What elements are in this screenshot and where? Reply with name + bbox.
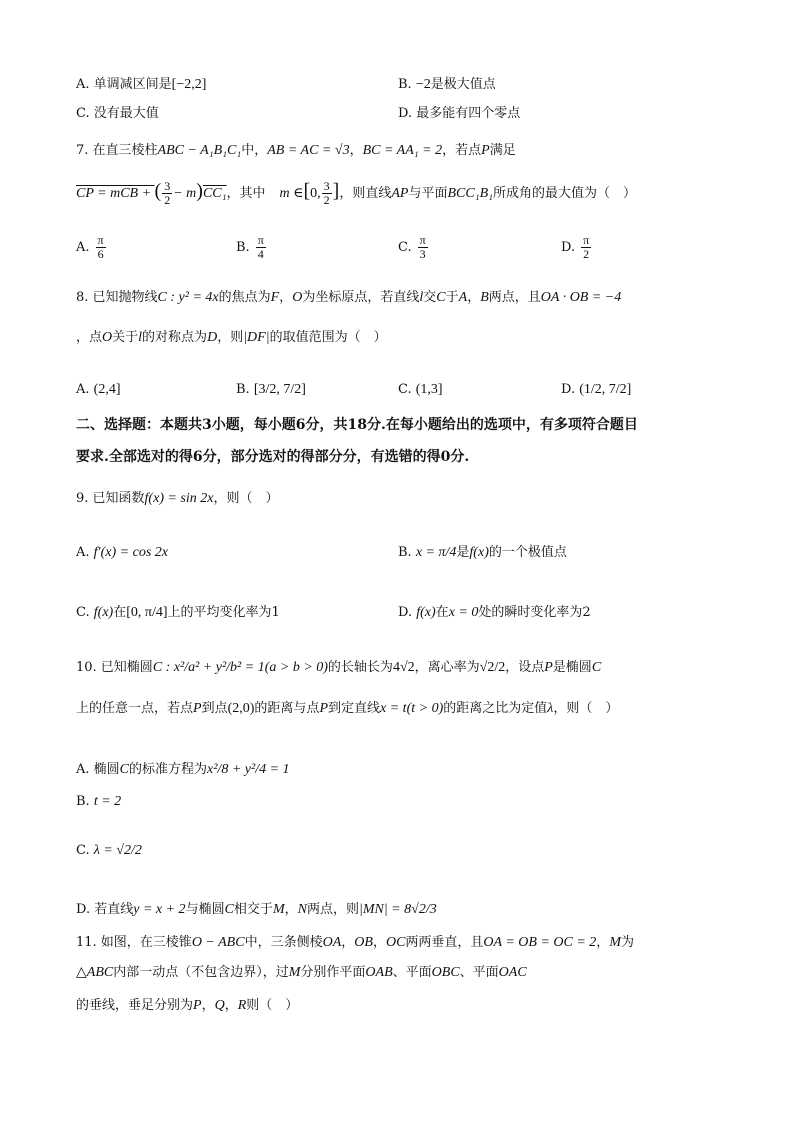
q10-b-label: B.	[76, 794, 90, 809]
q10-option-d	[76, 902, 437, 918]
q11-l1-m3: OB	[354, 935, 373, 950]
q11-l1-e: 两两垂直，且	[405, 935, 484, 950]
q8-l2-a: ，点	[76, 330, 103, 345]
q6-option-c: C. 没有最大值	[76, 106, 159, 121]
q8-l1-g: ，	[467, 290, 481, 305]
q6-a-math: [−2,2]	[171, 77, 207, 92]
q8-d-label: D.	[561, 382, 576, 397]
q11-l3-c: ，	[224, 998, 238, 1013]
q10-c-label: C.	[76, 843, 90, 858]
q10-a-math2: x²/8 + y²/4 = 1	[207, 762, 290, 777]
q9-option-d	[398, 605, 591, 621]
q7-l2-b: ，则直线	[339, 186, 392, 201]
q8-l2-m1: O	[102, 330, 113, 345]
q7-d-num: π	[583, 233, 590, 247]
q11-l2-a: 内部一动点（不包含边界），过	[113, 965, 289, 980]
q10-l1-b: 的长轴长为	[327, 660, 393, 675]
q9-stem-m: f(x) = sin 2x	[144, 491, 214, 506]
q7-l2-c: 与平面	[408, 186, 448, 201]
q10-l2-f: ，则（ ）	[553, 701, 619, 716]
q8-l1-a: 8. 已知抛物线	[76, 290, 158, 305]
q7-l1-b: 中，	[241, 143, 268, 158]
q10-d-label: D. 若直线	[76, 902, 134, 917]
q8-b-math: [3/2, 7/2]	[253, 382, 306, 397]
q11-l3-a: 的垂线，垂足分别为	[76, 998, 194, 1013]
q10-l1-m5: C	[591, 660, 602, 675]
q8-l1-m3: O	[292, 290, 303, 305]
q6-b-label: B.	[398, 77, 416, 92]
q10-l1-m3: √2/2	[479, 660, 506, 675]
q11-l2-m1: △ABC	[76, 965, 114, 980]
q7-l1-c: ，	[349, 143, 363, 158]
q10-l2-e: 的距离之比为定值	[443, 701, 548, 716]
q8-l1-d: 为坐标原点，若直线	[302, 290, 420, 305]
q11-l2-c: 、平面	[392, 965, 432, 980]
q10-d-math: y = x + 2	[133, 902, 186, 917]
q10-c-math: λ = √2/2	[93, 843, 142, 858]
q7-a-den: 6	[97, 247, 104, 261]
q10-l2-c: 的距离与点	[254, 701, 320, 716]
q9-c-text2: 上的平均变化率为1	[167, 605, 280, 620]
q10-option-c	[76, 843, 142, 859]
q10-stem-line2	[76, 701, 618, 717]
q9-c-math2: [0, π/4]	[126, 605, 168, 620]
q7-b-label: B.	[236, 240, 250, 255]
q7-c-label: C.	[398, 240, 412, 255]
q7-c-den: 3	[419, 247, 426, 261]
q10-a-math: C	[119, 762, 129, 777]
q10-l1-m1: C : x²/a² + y²/b² = 1(a > b > 0)	[152, 660, 328, 675]
q8-stem-line1	[76, 290, 621, 306]
q9-b-text2: 的一个极值点	[488, 545, 567, 560]
q9-c-math: f(x)	[93, 605, 114, 620]
q11-l2-m3: OAB	[365, 965, 393, 980]
q8-l1-f: 于	[445, 290, 459, 305]
q9-b-math2: f(x)	[469, 545, 489, 560]
q10-d-text3: ，	[284, 902, 298, 917]
q8-option-d	[561, 382, 631, 398]
q10-b-math: t = 2	[93, 794, 122, 809]
q7-l1-e: 满足	[489, 143, 516, 158]
q11-l1-m1: O − ABC	[191, 935, 245, 950]
q8-l1-e: 交	[423, 290, 437, 305]
q11-stem-line1	[76, 935, 634, 951]
q7-option-c	[398, 234, 429, 261]
q10-l1-d: ，设点	[505, 660, 545, 675]
q7-frac-3-2	[162, 180, 172, 207]
q8-l1-m2: F	[270, 290, 280, 305]
q11-l3-d: 则（ ）	[246, 998, 299, 1013]
q10-l2-m2: (2,0)	[227, 701, 255, 716]
q11-l2-m4: OBC	[431, 965, 460, 980]
q10-l2-m5: λ	[547, 701, 554, 716]
q9-c-label: C.	[76, 605, 90, 620]
q9-a-label: A.	[76, 545, 90, 560]
q7-l2-m3: CC₁	[202, 186, 227, 201]
q11-l3-b: ，	[201, 998, 215, 1013]
q7-frac2-num: 3	[323, 179, 330, 193]
q10-d-text: 与椭圆	[185, 902, 225, 917]
q8-c-label: C.	[398, 382, 412, 397]
q9-stem-a: 9. 已知函数	[76, 491, 145, 506]
q11-l2-m5: OAC	[498, 965, 527, 980]
q11-l1-g: 为	[620, 935, 634, 950]
q11-stem-line2	[76, 965, 527, 981]
q7-option-a	[76, 234, 107, 261]
q9-b-math: x = π/4	[415, 545, 457, 560]
q11-l1-m4: OC	[385, 935, 406, 950]
q11-l1-m5: OA = OB = OC = 2	[483, 935, 597, 950]
q7-l2-m5: 0,	[310, 186, 321, 201]
q9-stem	[76, 491, 279, 507]
q9-d-math: f(x)	[416, 605, 436, 620]
q7-l2-m2: − m	[173, 186, 197, 201]
q11-l1-b: 中，三条侧棱	[244, 935, 323, 950]
q10-l2-m4: x = t(t > 0)	[380, 701, 444, 716]
q7-l1-d: ，若点	[442, 143, 482, 158]
q10-a-label: A. 椭圆	[76, 762, 120, 777]
q8-l2-c: 的对称点为	[142, 330, 208, 345]
q7-l2-a: ，其中	[226, 186, 266, 201]
q11-l1-f: ，	[596, 935, 610, 950]
q7-frac2	[322, 180, 332, 207]
q10-l2-a: 上的任意一点，若点	[76, 701, 194, 716]
q11-l2-d: 、平面	[459, 965, 499, 980]
q6-option-a	[76, 77, 206, 93]
q10-l1-e: 是椭圆	[552, 660, 592, 675]
q8-l1-m1: C : y² = 4x	[157, 290, 219, 305]
q9-d-text2: 处的瞬时变化率为2	[478, 605, 591, 620]
q9-d-text: 在	[435, 605, 449, 620]
q11-l1-d: ，	[372, 935, 386, 950]
q11-l3-m2: Q	[214, 998, 225, 1013]
q8-l2-b: 关于	[112, 330, 139, 345]
section2-heading-line2: 要求.全部选对的得6分，部分选对的得部分分，有选错的得0分.	[76, 449, 470, 465]
q10-l1-c: ，离心率为	[414, 660, 480, 675]
q8-l1-b: 的焦点为	[218, 290, 271, 305]
q11-l1-c: ，	[341, 935, 355, 950]
q11-stem-line3	[76, 998, 298, 1014]
q9-stem-b: ，则（ ）	[213, 491, 279, 506]
q10-l2-b: 到点	[201, 701, 228, 716]
q6-option-d: D. 最多能有四个零点	[398, 106, 521, 121]
q6-b-text: 是极大值点	[430, 77, 496, 92]
q6-a-label: A. 单调减区间是	[76, 77, 172, 92]
q9-a-math: f′(x) = cos 2x	[93, 545, 168, 560]
q10-a-text: 的标准方程为	[129, 762, 208, 777]
q7-a-label: A.	[76, 240, 90, 255]
q8-l1-h: 两点，且	[488, 290, 541, 305]
q9-d-label: D.	[398, 605, 413, 620]
q10-l2-m3: P	[319, 701, 328, 716]
q7-a-num: π	[97, 233, 104, 247]
q7-c-num: π	[419, 233, 426, 247]
q8-l2-m2: l	[138, 330, 143, 345]
q11-l1-a: 11. 如图，在三棱锥	[76, 935, 192, 950]
q8-option-c	[398, 382, 443, 398]
q8-l1-m4: l	[419, 290, 424, 305]
q8-l1-m6: A	[458, 290, 468, 305]
q10-d-text2: 相交于	[233, 902, 273, 917]
q8-a-math: (2,4]	[93, 382, 121, 397]
q10-d-math5: |MN| = 8√2/3	[358, 902, 437, 917]
q7-stem-line2: CP = mCB + ( $\frac{3}{2}$ − m)CC₁，其中 m ∈[0, $\frac{3}{2}$ ]，则直线AP与平面BCC₁B₁所成角的最大值为（ ）	[76, 179, 636, 207]
q10-l1-a: 10. 已知椭圆	[76, 660, 153, 675]
q8-stem-line2	[76, 330, 387, 346]
q7-l2-m6: AP	[391, 186, 409, 201]
q8-l1-m5: C	[436, 290, 446, 305]
q6-option-b	[398, 77, 496, 93]
q7-d-label: D.	[561, 240, 576, 255]
q9-option-b	[398, 545, 567, 561]
q8-l2-m3: D	[207, 330, 218, 345]
q10-d-math2: C	[224, 902, 234, 917]
q10-option-a	[76, 762, 290, 778]
q7-l1-m3: BC = AA₁ = 2	[362, 143, 443, 158]
q11-l3-m3: R	[237, 998, 247, 1013]
q11-l2-m2: M	[288, 965, 301, 980]
q10-l1-m4: P	[544, 660, 553, 675]
q8-option-b	[236, 382, 306, 398]
q7-frac-den: 2	[164, 193, 171, 207]
q11-l1-m2: OA	[322, 935, 342, 950]
q8-l1-m7: B	[480, 290, 489, 305]
q7-l1-a: 7. 在直三棱柱	[76, 143, 158, 158]
q10-d-math3: M	[272, 902, 285, 917]
q10-l1-m2: 4√2	[392, 660, 415, 675]
q7-b-num: π	[257, 233, 264, 247]
q9-d-math2: x = 0	[448, 605, 479, 620]
q7-stem-line1	[76, 143, 516, 159]
q9-c-text: 在	[113, 605, 127, 620]
q9-b-label: B.	[398, 545, 412, 560]
q7-l1-m1: ABC − A₁B₁C₁	[157, 143, 242, 158]
q7-option-b	[236, 234, 267, 261]
q7-b-den: 4	[257, 247, 264, 261]
q9-option-a	[76, 545, 168, 561]
q8-l1-c: ，	[279, 290, 293, 305]
q8-d-math: (1/2, 7/2]	[579, 382, 632, 397]
q10-option-b	[76, 794, 121, 810]
q7-frac2-den: 2	[323, 193, 330, 207]
q7-l2-m1: CP = mCB +	[76, 186, 155, 201]
q10-d-math4: N	[297, 902, 307, 917]
q8-option-a	[76, 382, 121, 398]
q7-d-den: 2	[583, 247, 590, 261]
q11-l1-m6: M	[609, 935, 621, 950]
q8-l2-e: 的取值范围为（ ）	[269, 330, 387, 345]
q6-b-math: −2	[415, 77, 431, 92]
q7-l2-m4: m ∈	[279, 186, 304, 201]
q8-b-label: B.	[236, 382, 250, 397]
q10-l2-d: 到定直线	[328, 701, 381, 716]
q8-a-label: A.	[76, 382, 90, 397]
section2-heading-line1: 二、选择题：本题共3小题，每小题6分，共18分.在每小题给出的选项中，有多项符合题目	[76, 417, 638, 433]
q7-option-d	[561, 234, 592, 261]
q11-l2-b: 分别作平面	[300, 965, 366, 980]
q11-l3-m1: P	[193, 998, 202, 1013]
q9-option-c	[76, 605, 280, 621]
q7-l1-m4: P	[481, 143, 490, 158]
q7-frac-num: 3	[164, 179, 171, 193]
q10-l2-m1: P	[193, 701, 202, 716]
q8-l1-m8: OA · OB = −4	[540, 290, 622, 305]
q10-stem-line1	[76, 660, 601, 676]
q7-l1-m2: AB = AC = √3	[267, 143, 350, 158]
q10-d-text4: 两点，则	[306, 902, 359, 917]
q7-l2-m7: BCC₁B₁	[447, 186, 493, 201]
q9-b-text: 是	[456, 545, 470, 560]
q8-l2-d: ，则	[217, 330, 244, 345]
q8-l2-m4: |DF|	[243, 330, 270, 345]
q8-c-math: (1,3]	[415, 382, 443, 397]
q7-l2-d: 所成角的最大值为（ ）	[492, 186, 636, 201]
